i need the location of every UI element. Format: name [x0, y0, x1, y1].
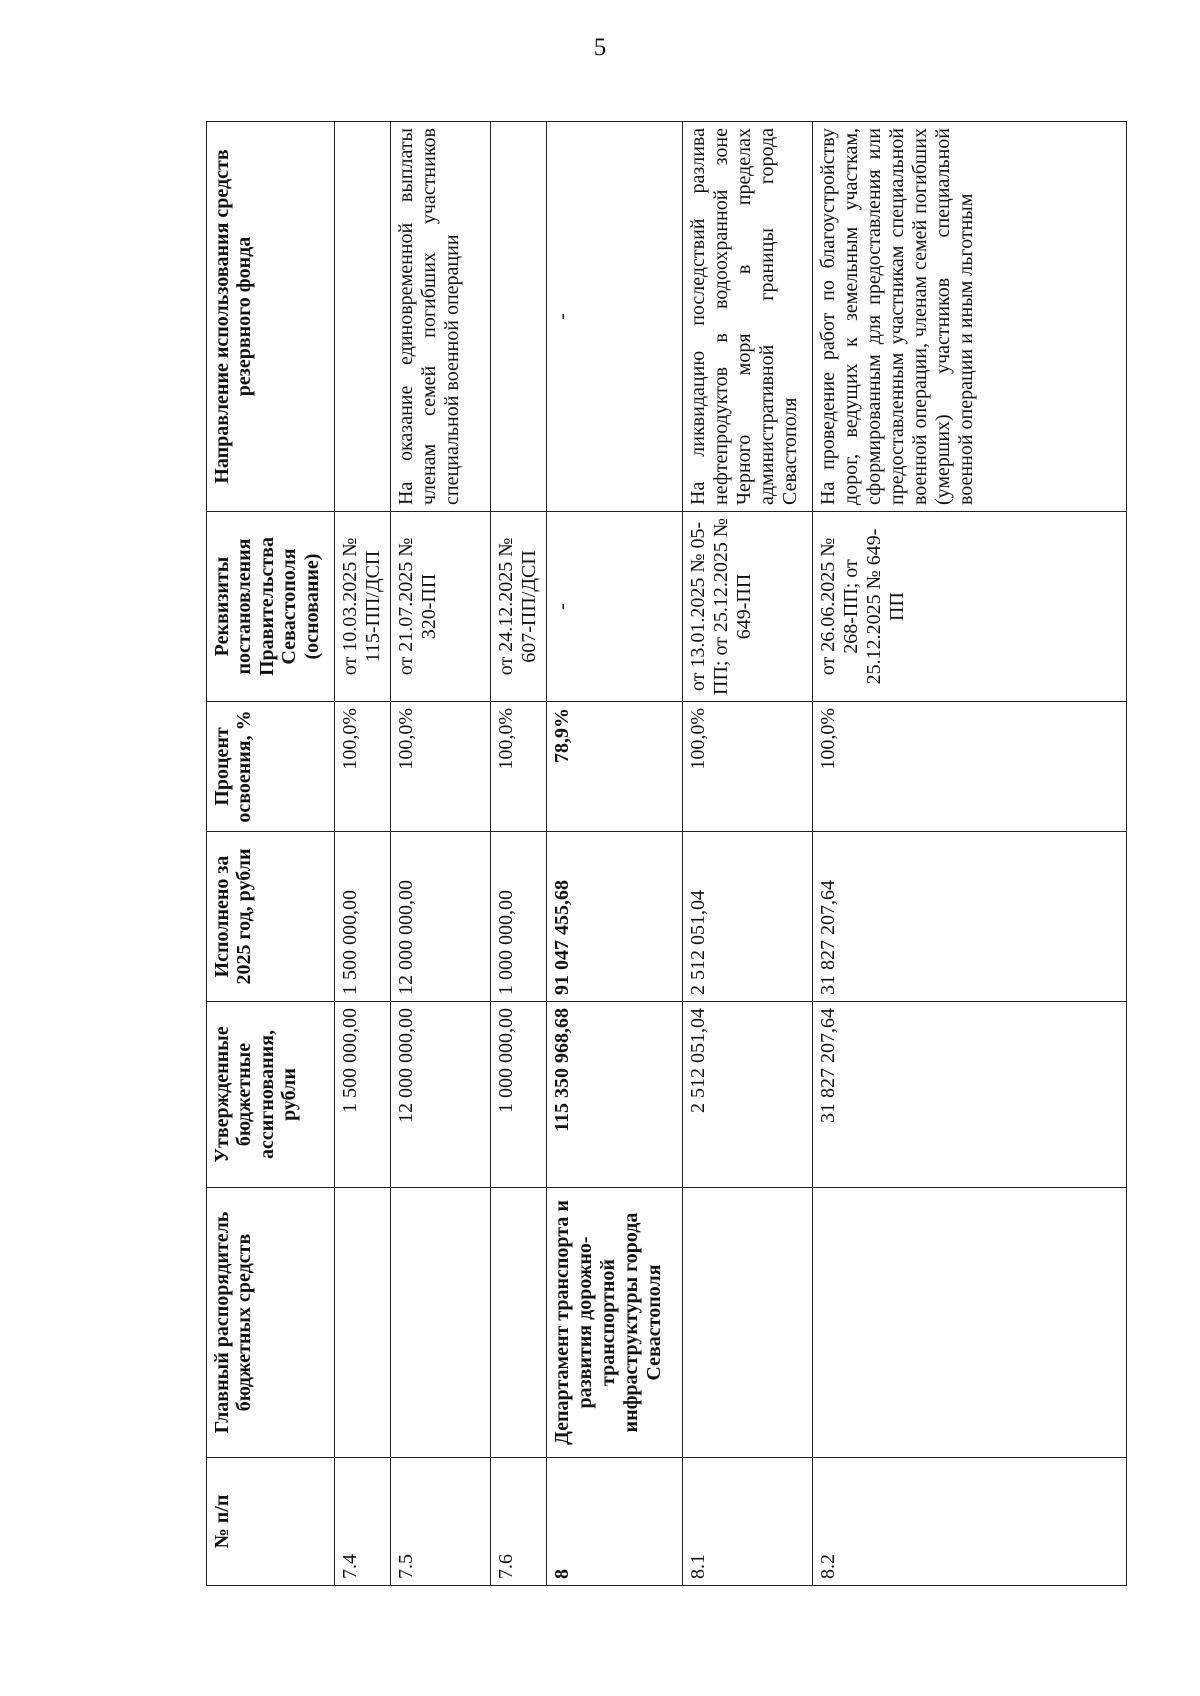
- cell-percent: 100,0%: [391, 702, 491, 832]
- cell-direction: На ликвидацию последствий разлива нефтепродуктов в водоохранной зоне Черного моря в пределах административной границы города Севастополя: [683, 122, 813, 512]
- cell-executed: 12 000 000,00: [391, 832, 491, 1002]
- cell-approved: 115 350 968,68: [547, 1002, 683, 1188]
- cell-direction: На оказание единовременной выплаты членам семей погибших участников специальной военной операции: [391, 122, 491, 512]
- header-executed: Исполнено за 2025 год, рубли: [207, 832, 335, 1002]
- cell-percent: 78,9%: [547, 702, 683, 832]
- header-row: [207, 122, 335, 1586]
- table-row: [547, 122, 683, 1586]
- cell-approved: 12 000 000,00: [391, 1002, 491, 1188]
- cell-direction: [335, 122, 391, 512]
- header-num: № п/п: [207, 1458, 335, 1586]
- page-number: 5: [593, 34, 607, 61]
- cell-direction: -: [547, 122, 683, 512]
- table-row: [391, 122, 491, 1586]
- cell-requisites: от 21.07.2025 № 320-ПП: [391, 512, 491, 702]
- cell-executed: 91 047 455,68: [547, 832, 683, 1002]
- cell-org: [683, 1188, 813, 1458]
- cell-direction: [491, 122, 547, 512]
- header-org: Главный распорядитель бюджетных средств: [207, 1188, 335, 1458]
- cell-requisites: от 26.06.2025 № 268-ПП; от 25.12.2025 № 649-ПП: [813, 512, 1127, 702]
- cell-percent: 100,0%: [491, 702, 547, 832]
- cell-org: [335, 1188, 391, 1458]
- header-percent: Процент освоения, %: [207, 702, 335, 832]
- cell-requisites: от 10.03.2025 № 115-ПП/ДСП: [335, 512, 391, 702]
- table-row: [683, 122, 813, 1586]
- table-row: [491, 122, 547, 1586]
- cell-num: 8.1: [683, 1458, 813, 1586]
- cell-direction: На проведение работ по благоустройству дорог, ведущих к земельным участкам, сформированным для предоставления или предоставленным участникам специальной военной операции, членам семей погибших (умерших) участников специальной военной операции и иным льготным: [813, 122, 1127, 512]
- header-approved: Утвержденные бюджетные ассигнования, рубли: [207, 1002, 335, 1188]
- cell-num: 7.4: [335, 1458, 391, 1586]
- cell-executed: 2 512 051,04: [683, 832, 813, 1002]
- cell-percent: 100,0%: [683, 702, 813, 832]
- cell-org: [391, 1188, 491, 1458]
- cell-requisites: от 24.12.2025 № 607-ПП/ДСП: [491, 512, 547, 702]
- cell-num: 8: [547, 1458, 683, 1586]
- cell-org: [813, 1188, 1127, 1458]
- cell-num: 7.6: [491, 1458, 547, 1586]
- cell-percent: 100,0%: [335, 702, 391, 832]
- cell-executed: 31 827 207,64: [813, 832, 1127, 1002]
- cell-percent: 100,0%: [813, 702, 1127, 832]
- cell-approved: 31 827 207,64: [813, 1002, 1127, 1188]
- table-row: [813, 122, 1127, 1586]
- cell-approved: 1 500 000,00: [335, 1002, 391, 1188]
- rotated-table-container: [206, 122, 1126, 1586]
- header-requisites: Реквизиты постановления Правительства Севастополя (основание): [207, 512, 335, 702]
- cell-requisites: от 13.01.2025 № 05-ПП; от 25.12.2025 № 649-ПП: [683, 512, 813, 702]
- cell-org: Департамент транспорта и развития дорожно-транспортной инфраструктуры города Севастополя: [547, 1188, 683, 1458]
- cell-executed: 1 000 000,00: [491, 832, 547, 1002]
- cell-executed: 1 500 000,00: [335, 832, 391, 1002]
- table-row: [335, 122, 391, 1586]
- cell-requisites: -: [547, 512, 683, 702]
- reserve-fund-table: [206, 121, 1127, 1586]
- cell-org: [491, 1188, 547, 1458]
- cell-num: 8.2: [813, 1458, 1127, 1586]
- header-direction: Направление использования средств резервного фонда: [207, 122, 335, 512]
- cell-approved: 1 000 000,00: [491, 1002, 547, 1188]
- cell-approved: 2 512 051,04: [683, 1002, 813, 1188]
- cell-num: 7.5: [391, 1458, 491, 1586]
